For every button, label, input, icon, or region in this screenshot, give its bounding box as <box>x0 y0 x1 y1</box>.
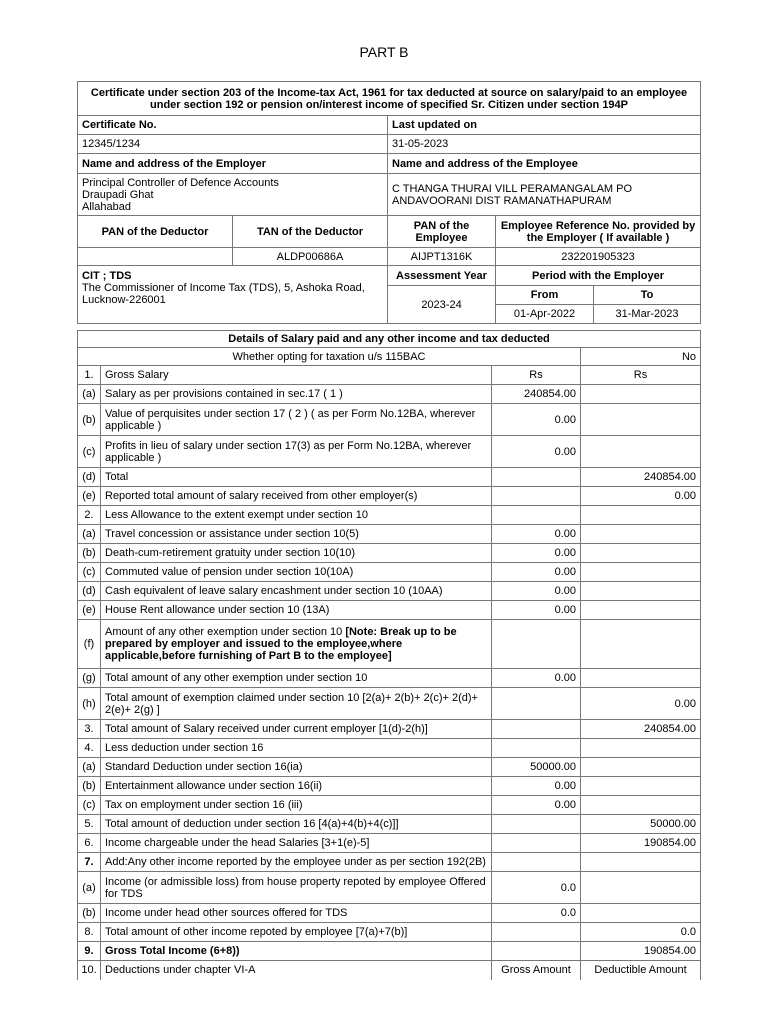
row-number: 7. <box>78 853 101 872</box>
row-number: (b) <box>78 544 101 563</box>
salary-row <box>78 834 701 853</box>
salary-row <box>78 853 701 872</box>
row-number: (b) <box>78 404 101 436</box>
row-description: Entertainment allowance under section 16(ii) <box>101 777 492 796</box>
row-description: Travel concession or assistance under section 10(5) <box>101 525 492 544</box>
certificate-table <box>77 81 701 324</box>
row-amount-1 <box>492 815 581 834</box>
row-description: Add:Any other income reported by the employee under as per section 192(2B) <box>101 853 492 872</box>
row-description: Less Allowance to the extent exempt under section 10 <box>101 506 492 525</box>
row-amount-2: 50000.00 <box>581 815 701 834</box>
row-amount-2 <box>581 777 701 796</box>
salary-row <box>78 487 701 506</box>
salary-row <box>78 468 701 487</box>
row-description-note: [Note: Break up to be prepared by employer and issued to the employee,where applicable,before furnishing of Part B to the employee] <box>105 626 457 662</box>
row-amount-1: 0.00 <box>492 436 581 468</box>
row-description: Income under head other sources offered for TDS <box>101 904 492 923</box>
row-number: (f) <box>78 620 101 669</box>
row-number: 6. <box>78 834 101 853</box>
row-amount-1 <box>492 942 581 961</box>
to-value: 31-Mar-2023 <box>594 305 701 324</box>
row-amount-1: 0.00 <box>492 544 581 563</box>
row-amount-1 <box>492 487 581 506</box>
row-number: (d) <box>78 468 101 487</box>
row-description: Standard Deduction under section 16(ia) <box>101 758 492 777</box>
row-description: Total amount of deduction under section 16 [4(a)+4(b)+4(c)]] <box>101 815 492 834</box>
row-description: Commuted value of pension under section 10(10A) <box>101 563 492 582</box>
row-description: Cash equivalent of leave salary encashment under section 10 (10AA) <box>101 582 492 601</box>
salary-row <box>78 720 701 739</box>
salary-row <box>78 436 701 468</box>
opting-label: Whether opting for taxation u/s 115BAC <box>78 348 581 366</box>
employee-line: C THANGA THURAI VILL PERAMANGALAM PO <box>392 182 633 195</box>
row-amount-2 <box>581 739 701 758</box>
row-amount-1 <box>492 923 581 942</box>
row-amount-2 <box>581 758 701 777</box>
row-number: (c) <box>78 796 101 815</box>
row-amount-1: 0.00 <box>492 601 581 620</box>
row-amount-2 <box>581 544 701 563</box>
row-amount-2: 240854.00 <box>581 468 701 487</box>
salary-row <box>78 777 701 796</box>
period-label: Period with the Employer <box>496 266 701 286</box>
from-label: From <box>496 286 594 305</box>
last-updated-value: 31-05-2023 <box>388 135 701 154</box>
row-amount-2 <box>581 872 701 904</box>
salary-row <box>78 563 701 582</box>
row-amount-1 <box>492 720 581 739</box>
row-description: Salary as per provisions contained in sec.17 ( 1 ) <box>101 385 492 404</box>
salary-row <box>78 872 701 904</box>
row-amount-1: 50000.00 <box>492 758 581 777</box>
row-description: Tax on employment under section 16 (iii) <box>101 796 492 815</box>
row-amount-1: 240854.00 <box>492 385 581 404</box>
row-description: Gross Salary <box>101 366 492 385</box>
row-description: Income (or admissible loss) from house property repoted by employee Offered for TDS <box>101 872 492 904</box>
row-amount-1 <box>492 853 581 872</box>
row-amount-2 <box>581 525 701 544</box>
row-number: 4. <box>78 739 101 758</box>
page-title: PART B <box>359 44 409 60</box>
row-description: Total amount of exemption claimed under section 10 [2(a)+ 2(b)+ 2(c)+ 2(d)+ 2(e)+ 2(g) ] <box>101 688 492 720</box>
to-label: To <box>594 286 701 305</box>
row-amount-1 <box>492 739 581 758</box>
salary-row <box>78 620 701 669</box>
row-description: Profits in lieu of salary under section 17(3) as per Form No.12BA, wherever applicable ) <box>101 436 492 468</box>
row-number: 10. <box>78 961 101 980</box>
salary-row <box>78 904 701 923</box>
row-number: (e) <box>78 487 101 506</box>
tan-deductor-label: TAN of the Deductor <box>233 216 388 248</box>
employee-address <box>388 174 701 216</box>
row-amount-2: 0.00 <box>581 688 701 720</box>
row-number: 8. <box>78 923 101 942</box>
salary-heading: Details of Salary paid and any other income and tax deducted <box>78 331 701 348</box>
row-amount-2 <box>581 601 701 620</box>
row-amount-2 <box>581 853 701 872</box>
salary-row <box>78 669 701 688</box>
employee-line: ANDAVOORANI DIST RAMANATHAPURAM <box>392 194 612 207</box>
row-amount-1: Rs <box>492 366 581 385</box>
row-amount-2: 240854.00 <box>581 720 701 739</box>
row-number: 3. <box>78 720 101 739</box>
emp-ref-value: 232201905323 <box>496 248 701 266</box>
row-description: Death-cum-retirement gratuity under section 10(10) <box>101 544 492 563</box>
row-amount-2 <box>581 669 701 688</box>
row-description: Total <box>101 468 492 487</box>
employer-line: Principal Controller of Defence Accounts <box>82 176 279 189</box>
row-number: (a) <box>78 385 101 404</box>
row-number: (e) <box>78 601 101 620</box>
row-amount-2: 0.0 <box>581 923 701 942</box>
opting-value: No <box>581 348 701 366</box>
row-amount-2 <box>581 436 701 468</box>
row-amount-1: 0.00 <box>492 404 581 436</box>
employer-line: Allahabad <box>82 200 131 213</box>
row-amount-2 <box>581 404 701 436</box>
salary-row <box>78 688 701 720</box>
salary-row <box>78 544 701 563</box>
row-amount-2: Rs <box>581 366 701 385</box>
salary-row <box>78 601 701 620</box>
tan-deductor-value: ALDP00686A <box>233 248 388 266</box>
salary-row <box>78 506 701 525</box>
row-number: (c) <box>78 436 101 468</box>
salary-row <box>78 366 701 385</box>
row-description: Income chargeable under the head Salaries [3+1(e)-5] <box>101 834 492 853</box>
pan-employee-value: AIJPT1316K <box>388 248 496 266</box>
row-amount-1 <box>492 688 581 720</box>
row-amount-1 <box>492 506 581 525</box>
row-amount-1: 0.0 <box>492 872 581 904</box>
row-number: (a) <box>78 525 101 544</box>
row-description <box>101 620 492 669</box>
row-amount-1 <box>492 834 581 853</box>
employee-label: Name and address of the Employee <box>388 154 701 174</box>
employer-line: Draupadi Ghat <box>82 188 154 201</box>
row-description: Total amount of Salary received under current employer [1(d)-2(h)] <box>101 720 492 739</box>
row-amount-1: 0.00 <box>492 796 581 815</box>
employer-label: Name and address of the Employer <box>78 154 388 174</box>
row-amount-2: 190854.00 <box>581 834 701 853</box>
row-number: 2. <box>78 506 101 525</box>
cit-cell <box>78 266 388 324</box>
row-number: (a) <box>78 872 101 904</box>
assessment-year-label: Assessment Year <box>388 266 496 286</box>
row-amount-2 <box>581 796 701 815</box>
row-amount-2 <box>581 563 701 582</box>
row-amount-2 <box>581 385 701 404</box>
salary-row <box>78 942 701 961</box>
salary-row <box>78 385 701 404</box>
row-number: 5. <box>78 815 101 834</box>
row-amount-2 <box>581 904 701 923</box>
row-description-text: Amount of any other exemption under section 10 <box>105 626 346 638</box>
row-amount-1: 0.00 <box>492 525 581 544</box>
salary-row <box>78 758 701 777</box>
row-amount-1: 0.0 <box>492 904 581 923</box>
row-amount-1 <box>492 468 581 487</box>
emp-ref-label: Employee Reference No. provided by the Employer ( If available ) <box>496 216 701 248</box>
salary-row <box>78 525 701 544</box>
row-amount-2: Deductible Amount <box>581 961 701 980</box>
salary-row <box>78 796 701 815</box>
row-amount-1: 0.00 <box>492 582 581 601</box>
cit-label: CIT ; TDS <box>82 270 132 282</box>
row-number: (c) <box>78 563 101 582</box>
row-description: Reported total amount of salary received from other employer(s) <box>101 487 492 506</box>
row-number: (d) <box>78 582 101 601</box>
row-amount-2 <box>581 506 701 525</box>
row-number: (b) <box>78 777 101 796</box>
employer-address <box>78 174 388 216</box>
row-description: Gross Total Income (6+8)) <box>101 942 492 961</box>
salary-row <box>78 961 701 980</box>
row-amount-2 <box>581 582 701 601</box>
row-amount-2 <box>581 620 701 669</box>
assessment-year-value: 2023-24 <box>388 286 496 324</box>
last-updated-label: Last updated on <box>388 116 701 135</box>
pan-deductor-value <box>78 248 233 266</box>
row-amount-1: 0.00 <box>492 669 581 688</box>
row-amount-2: 0.00 <box>581 487 701 506</box>
row-amount-1 <box>492 620 581 669</box>
row-number: 1. <box>78 366 101 385</box>
row-number: (g) <box>78 669 101 688</box>
row-description: Less deduction under section 16 <box>101 739 492 758</box>
row-description: Deductions under chapter VI-A <box>101 961 492 980</box>
from-value: 01-Apr-2022 <box>496 305 594 324</box>
row-description: Total amount of other income repoted by employee [7(a)+7(b)] <box>101 923 492 942</box>
row-amount-2: 190854.00 <box>581 942 701 961</box>
cert-no-value: 12345/1234 <box>78 135 388 154</box>
pan-employee-label: PAN of the Employee <box>388 216 496 248</box>
row-number: (a) <box>78 758 101 777</box>
salary-row <box>78 582 701 601</box>
row-number: (h) <box>78 688 101 720</box>
row-amount-1: 0.00 <box>492 777 581 796</box>
certificate-heading: Certificate under section 203 of the Income-tax Act, 1961 for tax deducted at source on salary/paid to an employee under section 192 or pension on/interest income of specified Sr. Citizen under section 194P <box>78 82 701 116</box>
cert-no-label: Certificate No. <box>78 116 388 135</box>
row-number: (b) <box>78 904 101 923</box>
row-amount-1: Gross Amount <box>492 961 581 980</box>
row-description: House Rent allowance under section 10 (13A) <box>101 601 492 620</box>
salary-table <box>77 330 701 980</box>
row-number: 9. <box>78 942 101 961</box>
salary-row <box>78 815 701 834</box>
salary-row <box>78 923 701 942</box>
salary-row <box>78 739 701 758</box>
salary-row <box>78 404 701 436</box>
cit-address: The Commissioner of Income Tax (TDS), 5, Ashoka Road, Lucknow-226001 <box>82 282 365 306</box>
pan-deductor-label: PAN of the Deductor <box>78 216 233 248</box>
row-description: Total amount of any other exemption under section 10 <box>101 669 492 688</box>
row-description: Value of perquisites under section 17 ( 2 ) ( as per Form No.12BA, wherever applicable ) <box>101 404 492 436</box>
row-amount-1: 0.00 <box>492 563 581 582</box>
